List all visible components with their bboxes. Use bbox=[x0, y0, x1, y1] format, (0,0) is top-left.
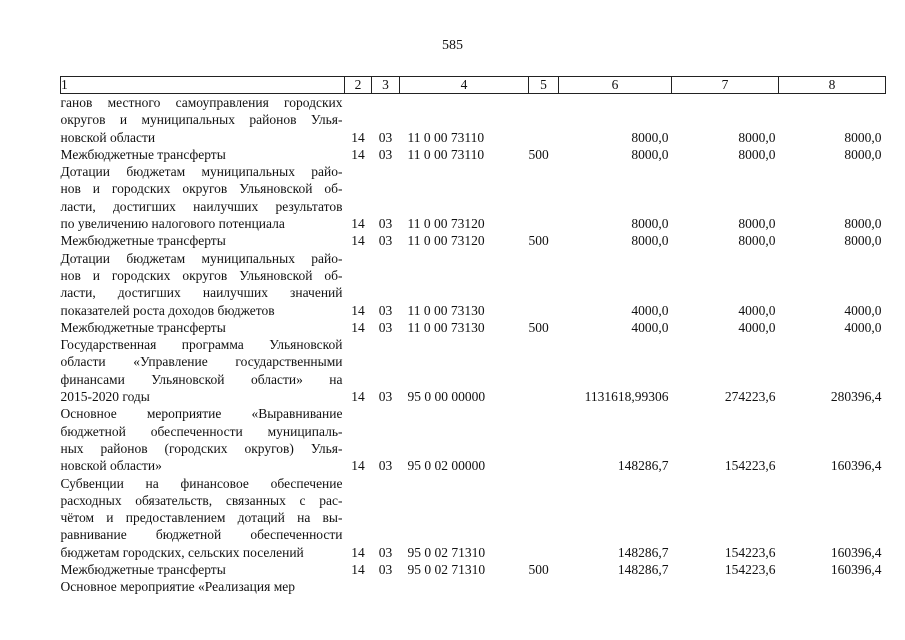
row-cell-c2: 14 bbox=[351, 319, 365, 335]
row-name-line: новской области bbox=[60, 129, 156, 145]
row-cell-c2: 14 bbox=[351, 146, 365, 162]
row-cell-c2: 14 bbox=[351, 544, 365, 560]
header-col-7: 7 bbox=[672, 77, 779, 94]
row-cell-c2: 14 bbox=[351, 389, 365, 405]
row-cell-c4: 95 0 02 71310 bbox=[407, 544, 486, 560]
row-name-line: 2015-2020 годы bbox=[60, 389, 150, 405]
row-cell-c5 bbox=[529, 163, 559, 232]
row-cell-c3: 03 bbox=[378, 562, 393, 578]
table-row bbox=[61, 163, 886, 232]
row-cell-c3: 03 bbox=[378, 319, 393, 335]
table-row bbox=[61, 561, 886, 578]
row-name-cell bbox=[61, 578, 345, 595]
table-row bbox=[61, 578, 886, 595]
row-cell-c8 bbox=[779, 578, 886, 595]
row-name-line: по увеличению налогового потенциала bbox=[60, 216, 285, 232]
table-row bbox=[61, 232, 886, 249]
row-cell-c4: 11 0 00 73130 bbox=[407, 302, 485, 318]
row-cell-c8: 8000,0 bbox=[844, 233, 882, 249]
row-name-cell bbox=[61, 475, 345, 561]
row-cell-c3: 03 bbox=[378, 544, 393, 560]
row-name-line: финансами Ульяновской области» на bbox=[60, 371, 343, 387]
row-cell-c5: 500 bbox=[528, 562, 549, 578]
row-cell-c4: 11 0 00 73110 bbox=[407, 146, 485, 162]
row-name-cell bbox=[61, 232, 345, 249]
row-cell-c7: 274223,6 bbox=[724, 389, 776, 405]
table-row bbox=[61, 319, 886, 336]
row-cell-c6: 8000,0 bbox=[631, 233, 669, 249]
row-name-line: Основное мероприятие «Реализация мер bbox=[60, 579, 295, 595]
row-name-line: равнивание бюджетной обеспеченности bbox=[60, 527, 343, 543]
row-cell-c8: 4000,0 bbox=[844, 302, 882, 318]
row-cell-c5 bbox=[529, 578, 559, 595]
header-col-4: 4 bbox=[400, 77, 529, 94]
row-cell-c2 bbox=[345, 578, 372, 595]
header-col-3: 3 bbox=[372, 77, 400, 94]
row-cell-c8: 8000,0 bbox=[844, 129, 882, 145]
row-name-cell bbox=[61, 319, 345, 336]
row-cell-c4 bbox=[400, 578, 529, 595]
row-cell-c6: 4000,0 bbox=[631, 319, 669, 335]
row-cell-c7: 8000,0 bbox=[738, 146, 776, 162]
row-name-line: ных районов (городских округов) Улья- bbox=[60, 440, 343, 456]
row-cell-c7: 154223,6 bbox=[724, 544, 776, 560]
table-row bbox=[61, 94, 886, 146]
row-cell-c6: 8000,0 bbox=[631, 146, 669, 162]
row-cell-c2: 14 bbox=[351, 216, 365, 232]
row-cell-c2: 14 bbox=[351, 458, 365, 474]
row-name-line: Основное мероприятие «Выравнивание bbox=[60, 406, 343, 422]
row-name-line: показателей роста доходов бюджетов bbox=[60, 302, 275, 318]
row-cell-c5: 500 bbox=[528, 319, 549, 335]
row-cell-c4: 95 0 00 00000 bbox=[407, 389, 486, 405]
row-cell-c8: 160396,4 bbox=[830, 544, 882, 560]
row-cell-c6: 8000,0 bbox=[631, 129, 669, 145]
row-cell-c4: 11 0 00 73120 bbox=[407, 233, 485, 249]
header-row bbox=[61, 77, 886, 94]
header-col-2: 2 bbox=[345, 77, 372, 94]
row-cell-c3 bbox=[372, 578, 400, 595]
row-cell-c5 bbox=[529, 405, 559, 474]
row-cell-c8: 160396,4 bbox=[830, 562, 882, 578]
row-cell-c7: 154223,6 bbox=[724, 458, 776, 474]
row-name-line: нов и городских округов Ульяновской об- bbox=[60, 181, 343, 197]
row-cell-c6: 148286,7 bbox=[617, 562, 669, 578]
row-cell-c6: 1131618,99306 bbox=[584, 389, 669, 405]
row-cell-c3: 03 bbox=[378, 389, 393, 405]
header-col-6: 6 bbox=[559, 77, 672, 94]
page-number: 585 bbox=[442, 38, 463, 53]
row-cell-c3: 03 bbox=[378, 216, 393, 232]
row-name-cell bbox=[61, 163, 345, 232]
table-header bbox=[61, 77, 886, 94]
row-name-line: Дотации бюджетам муниципальных райо- bbox=[60, 164, 343, 180]
row-name-line: Межбюджетные трансферты bbox=[60, 146, 226, 162]
table-row bbox=[61, 250, 886, 319]
row-name-line: расходных обязательств, связанных с рас- bbox=[60, 492, 343, 508]
row-name-cell bbox=[61, 336, 345, 405]
row-cell-c3: 03 bbox=[378, 233, 393, 249]
row-cell-c7: 8000,0 bbox=[738, 216, 776, 232]
row-name-cell bbox=[61, 561, 345, 578]
row-name-line: округов и муниципальных районов Улья- bbox=[60, 112, 343, 128]
row-name-cell bbox=[61, 405, 345, 474]
row-cell-c3: 03 bbox=[378, 146, 393, 162]
row-name-line: чётом и предоставлением дотаций на вы- bbox=[60, 510, 343, 526]
row-cell-c2: 14 bbox=[351, 129, 365, 145]
budget-table bbox=[60, 76, 886, 596]
header-col-1: 1 bbox=[61, 77, 345, 94]
row-cell-c4: 11 0 00 73130 bbox=[407, 319, 485, 335]
row-cell-c5: 500 bbox=[528, 146, 549, 162]
row-cell-c6: 148286,7 bbox=[617, 458, 669, 474]
row-name-line: Межбюджетные трансферты bbox=[60, 562, 226, 578]
row-cell-c6: 8000,0 bbox=[631, 216, 669, 232]
row-cell-c5 bbox=[529, 475, 559, 561]
row-name-line: новской области» bbox=[60, 458, 162, 474]
row-cell-c7 bbox=[672, 578, 779, 595]
row-cell-c3: 03 bbox=[378, 129, 393, 145]
row-cell-c8: 160396,4 bbox=[830, 458, 882, 474]
row-cell-c7: 4000,0 bbox=[738, 302, 776, 318]
row-name-line: нов и городских округов Ульяновской об- bbox=[60, 267, 343, 283]
row-name-cell bbox=[61, 94, 345, 146]
header-col-8: 8 bbox=[779, 77, 886, 94]
row-cell-c7: 154223,6 bbox=[724, 562, 776, 578]
table-row bbox=[61, 336, 886, 405]
row-name-cell bbox=[61, 250, 345, 319]
row-name-line: бюджетной обеспеченности муниципаль- bbox=[60, 423, 343, 439]
row-cell-c5 bbox=[529, 94, 559, 146]
row-cell-c4: 95 0 02 00000 bbox=[407, 458, 486, 474]
row-cell-c4: 95 0 02 71310 bbox=[407, 562, 486, 578]
row-cell-c6: 148286,7 bbox=[617, 544, 669, 560]
row-cell-c7: 8000,0 bbox=[738, 233, 776, 249]
row-name-line: ласти, достигших наилучших результатов bbox=[60, 198, 343, 214]
row-cell-c2: 14 bbox=[351, 233, 365, 249]
table-row bbox=[61, 475, 886, 561]
row-name-line: области «Управление государственными bbox=[60, 354, 343, 370]
row-cell-c3: 03 bbox=[378, 302, 393, 318]
row-name-cell bbox=[61, 146, 345, 163]
row-cell-c7: 8000,0 bbox=[738, 129, 776, 145]
row-cell-c5 bbox=[529, 336, 559, 405]
table-body bbox=[61, 94, 886, 596]
row-name-line: Субвенции на финансовое обеспечение bbox=[60, 475, 343, 491]
row-name-line: Межбюджетные трансферты bbox=[60, 233, 226, 249]
row-cell-c3: 03 bbox=[378, 458, 393, 474]
row-cell-c5: 500 bbox=[528, 233, 549, 249]
row-cell-c8: 280396,4 bbox=[830, 389, 882, 405]
row-cell-c8: 8000,0 bbox=[844, 216, 882, 232]
row-cell-c5 bbox=[529, 250, 559, 319]
row-cell-c4: 11 0 00 73120 bbox=[407, 216, 485, 232]
row-cell-c2: 14 bbox=[351, 302, 365, 318]
row-name-line: бюджетам городских, сельских поселений bbox=[60, 544, 304, 560]
row-name-line: ласти, достигших наилучших значений bbox=[60, 285, 343, 301]
row-name-line: ганов местного самоуправления городских bbox=[60, 95, 343, 110]
row-cell-c8: 4000,0 bbox=[844, 319, 882, 335]
row-cell-c6: 4000,0 bbox=[631, 302, 669, 318]
row-name-line: Государственная программа Ульяновской bbox=[60, 337, 343, 353]
row-cell-c8: 8000,0 bbox=[844, 146, 882, 162]
row-cell-c7: 4000,0 bbox=[738, 319, 776, 335]
row-name-line: Дотации бюджетам муниципальных райо- bbox=[60, 250, 343, 266]
row-cell-c6 bbox=[559, 578, 672, 595]
table-row bbox=[61, 405, 886, 474]
row-cell-c4: 11 0 00 73110 bbox=[407, 129, 485, 145]
header-col-5: 5 bbox=[529, 77, 559, 94]
row-cell-c2: 14 bbox=[351, 562, 365, 578]
row-name-line: Межбюджетные трансферты bbox=[60, 319, 226, 335]
table-row bbox=[61, 146, 886, 163]
